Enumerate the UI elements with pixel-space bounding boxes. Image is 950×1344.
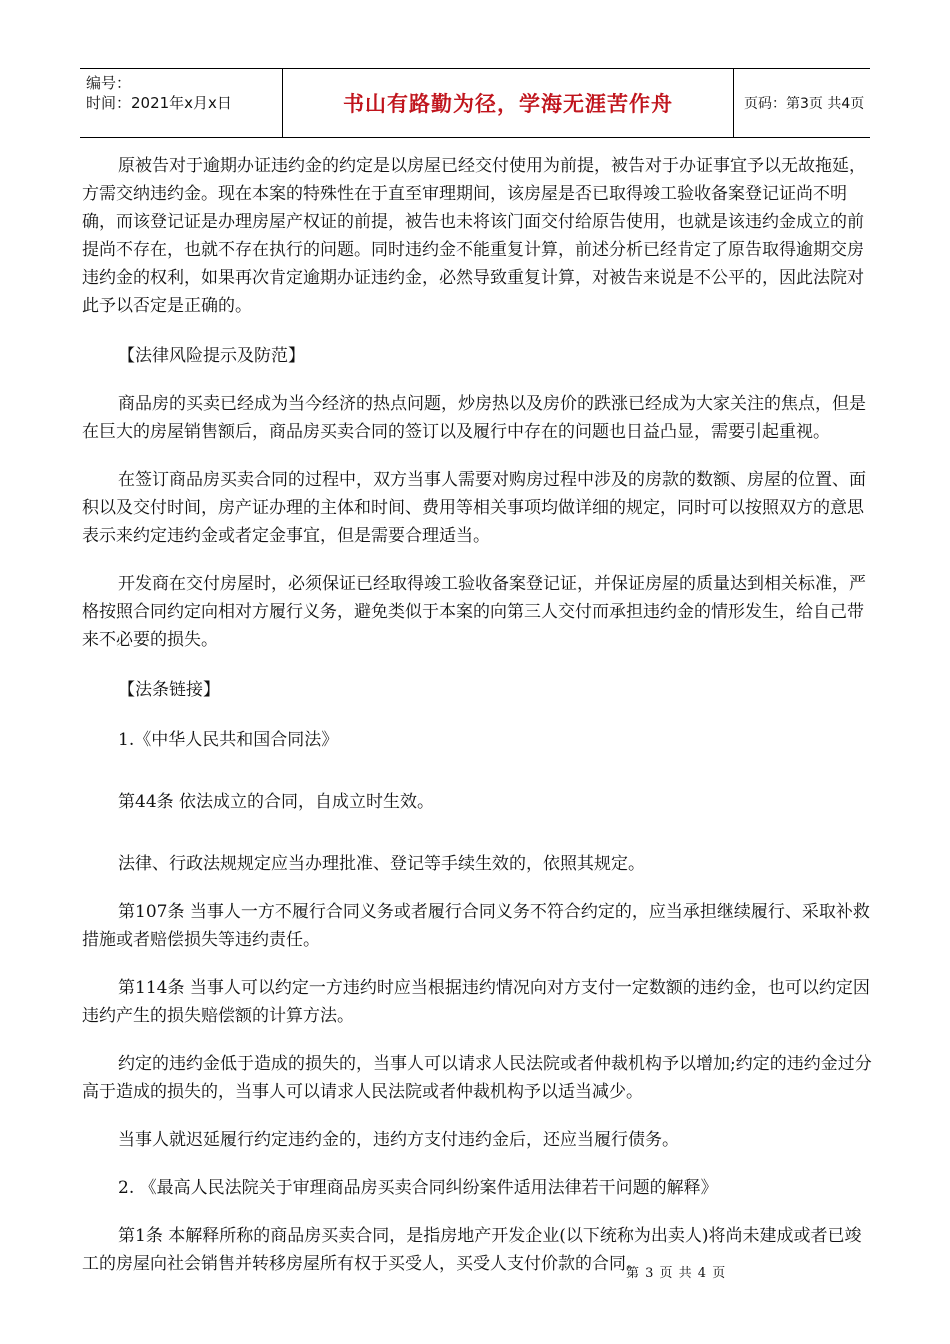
header-page-code: 页码：第3页 共4页 bbox=[744, 96, 865, 112]
section-heading-risk: 【法律风险提示及防范】 bbox=[118, 346, 305, 366]
document-date: 时间：2021年x月x日 bbox=[86, 94, 232, 112]
article-107: 第107条 当事人一方不履行合同义务或者履行合同义务不符合约定的，应当承担继续履行、采取补救措施或者赔偿损失等违约责任。 bbox=[82, 902, 870, 950]
document-body bbox=[82, 152, 872, 1278]
paragraph-analysis: 原被告对于逾期办证违约金的约定是以房屋已经交付使用为前提，被告对于办证事宜予以无故拖延，方需交纳违约金。现在本案的特殊性在于直至审理期间，该房屋是否已取得竣工验收备案登记证尚不明确，而该登记证是办理房屋产权证的前提，被告也未将该门面交付给原告使用，也就是该违约金成立的前提尚不存在，也就不存在执行的问题。同时违约金不能重复计算，前述分析已经肯定了原告取得逾期交房违约金的权利，如果再次肯定逾期办证违约金，必然导致重复计算，对被告来说是不公平的，因此法院对此予以否定是正确的。 bbox=[82, 156, 866, 316]
law-title-interpretation: 2. 《最高人民法院关于审理商品房买卖合同纠纷案件适用法律若干问题的解释》 bbox=[118, 1178, 718, 1198]
header-meta bbox=[80, 69, 280, 137]
law-title-contract: 1.《中华人民共和国合同法》 bbox=[118, 730, 339, 750]
article-114-clause-3: 当事人就迟延履行约定违约金的，违约方支付违约金后，还应当履行债务。 bbox=[118, 1130, 679, 1150]
section-heading-law: 【法条链接】 bbox=[118, 680, 220, 700]
header-motto: 书山有路勤为径，学海无涯苦作舟 bbox=[343, 92, 673, 116]
paragraph-risk-3: 开发商在交付房屋时，必须保证已经取得竣工验收备案登记证，并保证房屋的质量达到相关标准，严格按照合同约定向相对方履行义务，避免类似于本案的向第三人交付而承担违约金的情形发生，给自己带来不必要的损失。 bbox=[82, 574, 866, 650]
document-number: 编号： bbox=[86, 74, 132, 92]
interpretation-article-1: 第1条 本解释所称的商品房买卖合同，是指房地产开发企业(以下统称为出卖人)将尚未建成或者已竣工的房屋向社会销售并转移房屋所有权于买受人，买受人支付价款的合同。 bbox=[82, 1226, 862, 1274]
page-footer: 第 3 页 共 4 页 bbox=[626, 1266, 727, 1281]
article-114: 第114条 当事人可以约定一方违约时应当根据违约情况向对方支付一定数额的违约金，也可以约定因违约产生的损失赔偿额的计算方法。 bbox=[82, 978, 870, 1026]
paragraph-risk-1: 商品房的买卖已经成为当今经济的热点问题，炒房热以及房价的跌涨已经成为大家关注的焦点，但是在巨大的房屋销售额后，商品房买卖合同的签订以及履行中存在的问题也日益凸显，需要引起重视。 bbox=[82, 394, 866, 442]
paragraph-risk-2: 在签订商品房买卖合同的过程中，双方当事人需要对购房过程中涉及的房款的数额、房屋的位置、面积以及交付时间，房产证办理的主体和时间、费用等相关事项均做详细的规定，同时可以按照双方的意思表示来约定违约金或者定金事宜，但是需要合理适当。 bbox=[82, 470, 866, 546]
article-44-clause: 法律、行政法规规定应当办理批准、登记等手续生效的，依照其规定。 bbox=[118, 854, 645, 874]
article-44: 第44条 依法成立的合同，自成立时生效。 bbox=[118, 792, 435, 812]
page-header bbox=[80, 68, 870, 138]
article-114-clause-2: 约定的违约金低于造成的损失的，当事人可以请求人民法院或者仲裁机构予以增加;约定的违约金过分高于造成的损失的，当事人可以请求人民法院或者仲裁机构予以适当减少。 bbox=[82, 1054, 872, 1102]
header-motto-cell bbox=[282, 69, 734, 137]
